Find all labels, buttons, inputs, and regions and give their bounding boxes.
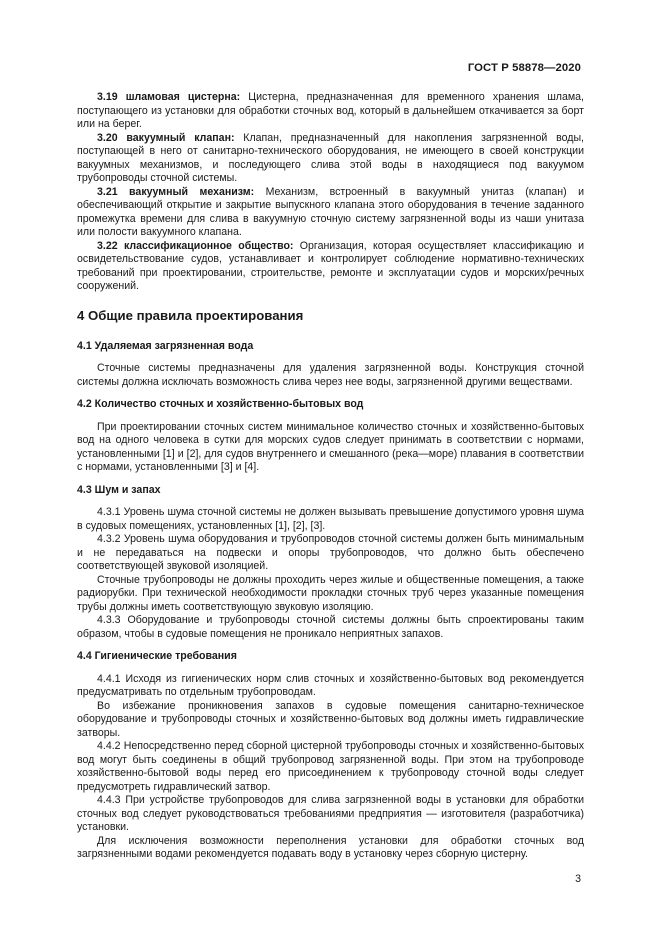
definition-text: Механизм, встроенный в вакуумный унитаз (клапан) и обеспечивающий открытие и закрытие выпускного клапана этого оборудования в течение заданного промежутка времени для слива в вакуумную сточную систему загрязненной воды из чаши унитаза или полости вакуумного клапана. xyxy=(77,185,584,238)
paragraph: Сточные системы предназначены для удаления загрязненной воды. Конструкция сточной системы должна исключать возможность слива через нее воды, загрязненной другими веществами. xyxy=(77,362,584,388)
paragraph: 4.3.3 Оборудование и трубопроводы сточной системы должны быть спроектированы таким образом, чтобы в судовые помещения не проникало неприятных запахов. xyxy=(77,614,584,640)
paragraph: 4.4.2 Непосредственно перед сборной цистерной трубопроводы сточных и хозяйственно-бытовых вод могут быть соединены в общий трубопровод загрязненной воды. При этом на трубопроводе хозяйственно-бытовой воды перед его присоединением к трубопроводу сточной воды следует предусмотреть гидравлический затвор. xyxy=(77,740,584,793)
section-4-heading: 4 Общие правила проектирования xyxy=(77,307,304,323)
document-body xyxy=(77,91,584,862)
subsection-4-1-heading: 4.1 Удаляемая загрязненная вода xyxy=(77,339,254,352)
definition-text: Клапан, предназначенный для накопления загрязненной воды, поступающей в него от санитарно-технического оборудования, не имеющего в своей конструкции вакуумных механизмов, и последующего слива этой воды в находящиеся под вакуумом трубопроводы сточной системы. xyxy=(77,131,584,184)
page-number: 3 xyxy=(575,873,581,885)
subsection-4-3-heading: 4.3 Шум и запах xyxy=(77,483,161,496)
subsection-4-4-heading: 4.4 Гигиенические требования xyxy=(77,650,237,662)
definition-3-19 xyxy=(77,91,584,132)
definition-3-22 xyxy=(77,240,584,294)
definition-term: 3.22 классификационное общество: xyxy=(97,239,294,252)
paragraph: При проектировании сточных систем минимальное количество сточных и хозяйственно-бытовых вод на одного человека в сутки для морских судов следует принимать в соответствии с нормами, установленными [1] и [2], для судов внутреннего и смешанного (река—море) плавания в соответствии с нормами, установленными [3] и [4]. xyxy=(77,420,584,473)
definition-3-20 xyxy=(77,132,584,186)
document-code: ГОСТ Р 58878—2020 xyxy=(467,62,581,74)
paragraph: Сточные трубопроводы не должны проходить через жилые и общественные помещения, а также радиорубки. При технической необходимости прокладки сточных труб через указанные помещения трубы должны иметь соответствующую звуковую изоляцию. xyxy=(77,573,584,613)
paragraph: 4.4.1 Исходя из гигиенических норм слив сточных и хозяйственно-бытовых вод рекомендуется предусматривать по отдельным трубопроводам. xyxy=(77,672,584,698)
paragraph: 4.4.3 При устройстве трубопроводов для слива загрязненной воды в установки для обработки сточных вод следует руководствоваться требованиями предприятия — изготовителя (разработчика) установки. xyxy=(77,794,584,833)
definition-3-21 xyxy=(77,186,584,240)
definition-text: Организация, которая осуществляет классификацию и освидетельствование судов, устанавливает и контролирует соблюдение нормативно-технических требований при проектировании, строительстве, ремонте и эксплуатации судов и морских/речных сооружений. xyxy=(77,239,584,292)
definition-term: 3.21 вакуумный механизм: xyxy=(97,185,255,198)
definition-text: Цистерна, предназначенная для временного хранения шлама, поступающего из установки для обработки сточных вод, который в дальнейшем откачивается за борт или на берег. xyxy=(77,91,585,130)
paragraph: 4.3.2 Уровень шума оборудования и трубопроводов сточной системы должен быть минимальным и не передаваться на подвески и опоры трубопроводов, что должно быть обеспечено соответствующей звуковой изоляцией. xyxy=(77,533,584,572)
subsection-4-2-heading: 4.2 Количество сточных и хозяйственно-бытовых вод xyxy=(77,398,364,410)
paragraph: Для исключения возможности переполнения установки для обработки сточных вод загрязненными водами рекомендуется подавать воду в установку через сборную цистерну. xyxy=(77,834,584,860)
paragraph: Во избежание проникновения запахов в судовые помещения санитарно-техническое оборудование и трубопроводы сточных и хозяйственно-бытовых вод должны иметь гидравлические затворы. xyxy=(77,699,584,739)
definition-term: 3.20 вакуумный клапан: xyxy=(97,131,235,144)
paragraph: 4.3.1 Уровень шума сточной системы не должен вызывать превышение допустимого уровня шума в судовых помещениях, установленных [1], [2], [3]. xyxy=(77,506,584,532)
definition-term: 3.19 шламовая цистерна: xyxy=(97,91,241,103)
